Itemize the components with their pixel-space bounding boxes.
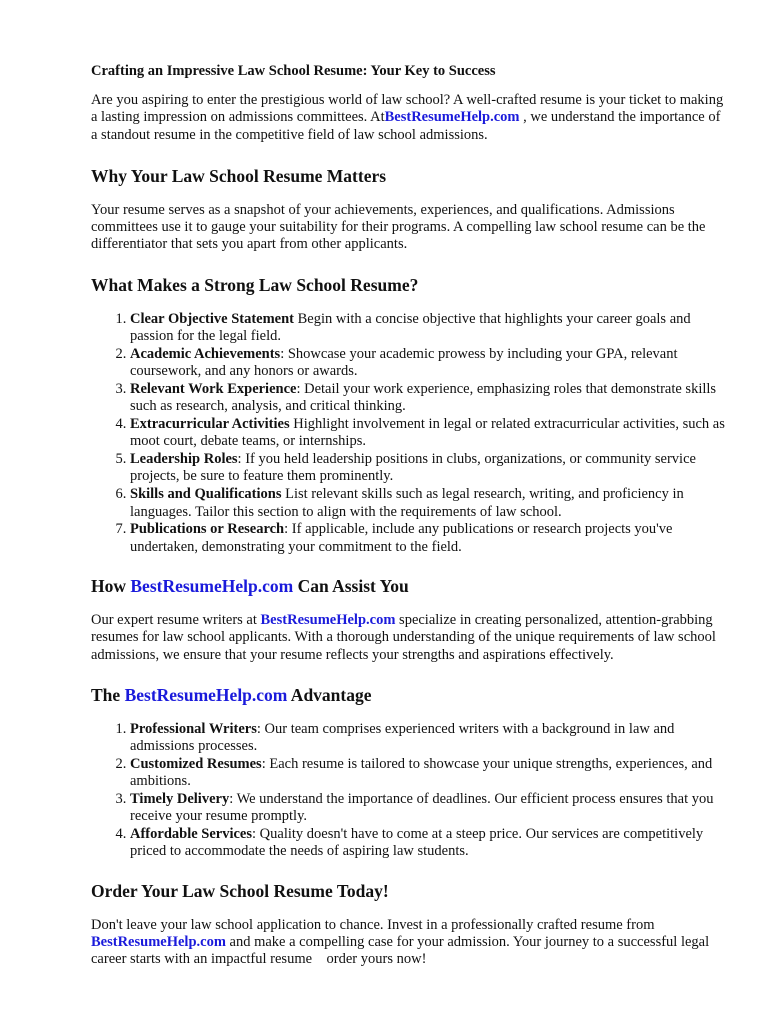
list-item: [130, 416, 728, 451]
assist-heading-before: How: [91, 575, 131, 596]
order-heading: Order Your Law School Resume Today!: [91, 880, 389, 901]
list-item-term: Academic Achievements: [130, 345, 281, 362]
list-item-term: Relevant Work Experience: [130, 380, 297, 397]
list-item: [130, 826, 728, 861]
list-item-text: : Each resume is tailored to showcase your unique strengths, experiences, and ambitions.: [130, 755, 713, 790]
strong-list: [91, 311, 728, 556]
list-item: [130, 451, 728, 486]
intro-text-before: Are you aspiring to enter the prestigious world of law school? A well-crafted resume is your ticket to making a lasting impression on admissions committees. At: [91, 92, 724, 126]
list-item-term: Affordable Services: [130, 826, 253, 843]
assist-heading: [91, 576, 728, 597]
assist-link[interactable]: BestResumeHelp.com: [260, 611, 396, 628]
list-item-term: Clear Objective Statement: [130, 310, 295, 327]
list-item: [130, 486, 728, 521]
order-link[interactable]: BestResumeHelp.com: [91, 934, 226, 950]
list-item-text: : Detail your work experience, emphasizing roles that demonstrate skills such as research, analysis, and critical thinking.: [130, 380, 717, 415]
list-item-term: Customized Resumes: [130, 755, 262, 772]
list-item-text: : Our team comprises experienced writers with a background in law and admissions processes.: [130, 720, 675, 755]
order-paragraph: [91, 917, 728, 969]
list-item-term: Publications or Research: [130, 521, 285, 538]
list-item-term: Professional Writers: [130, 720, 257, 737]
advantage-heading-after: Advantage: [287, 684, 372, 705]
advantage-heading-link[interactable]: BestResumeHelp.com: [124, 684, 288, 705]
list-item: [130, 756, 728, 791]
assist-paragraph: [91, 612, 728, 664]
document-title: Crafting an Impressive Law School Resume: Your Key to Success: [91, 63, 496, 79]
advantage-heading-before: The: [91, 684, 125, 705]
list-item-text: : If applicable, include any publications or research projects you've undertaken, demonstrating your commitment to the field.: [130, 521, 673, 555]
assist-text-before: Our expert resume writers at: [91, 611, 261, 628]
list-item: [130, 311, 728, 346]
list-item: [130, 791, 728, 826]
advantage-heading: [91, 685, 728, 706]
list-item-term: Extracurricular Activities: [130, 416, 290, 433]
order-text-after: and make a compelling case for your admission. Your journey to a successful legal career starts with an impactful resume order yours now!: [91, 934, 710, 968]
intro-link[interactable]: BestResumeHelp.com: [384, 109, 520, 126]
assist-text-after: specialize in creating personalized, attention-grabbing resumes for law school applicants. With a thorough understanding of the unique requirements of law school admissions, we ensure that your resume reflects your strengths and aspirations effectively.: [91, 611, 716, 663]
list-item: [130, 346, 728, 381]
assist-heading-after: Can Assist You: [293, 575, 409, 596]
list-item-text: : Quality doesn't have to come at a steep price. Our services are competitively priced to accommodate the needs of aspiring law students.: [130, 826, 704, 860]
list-item-term: Timely Delivery: [130, 791, 230, 808]
list-item: [130, 521, 728, 556]
list-item-text: Highlight involvement in legal or related extracurricular activities, such as moot court, debate teams, or internships.: [130, 416, 725, 450]
intro-text-after: , we understand the importance of a standout resume in the competitive field of law school admissions.: [91, 109, 721, 143]
list-item-text: : If you held leadership positions in clubs, organizations, or community service projects, be sure to feature them prominently.: [130, 451, 696, 485]
list-item-text: Begin with a concise objective that highlights your career goals and passion for the legal field.: [130, 310, 691, 345]
list-item: [130, 381, 728, 416]
strong-heading: What Makes a Strong Law School Resume?: [91, 274, 419, 295]
list-item-text: : We understand the importance of deadlines. Our efficient process ensures that you receive your resume promptly.: [130, 791, 714, 825]
list-item-term: Skills and Qualifications: [130, 486, 282, 503]
list-item-text: : Showcase your academic prowess by including your GPA, relevant coursework, and any honors or awards.: [130, 345, 678, 380]
why-paragraph: Your resume serves as a snapshot of your achievements, experiences, and qualifications. Admissions committees use it to gauge your suitability for their programs. A compelling law school resume can be the differentiator that sets you apart from other applicants.: [91, 201, 706, 253]
order-text-before: Don't leave your law school application to chance. Invest in a professionally crafted resume from: [91, 916, 655, 933]
advantage-list: [91, 721, 728, 861]
assist-heading-link[interactable]: BestResumeHelp.com: [130, 575, 294, 596]
intro-paragraph: [91, 92, 728, 144]
list-item: [130, 721, 728, 756]
why-heading: Why Your Law School Resume Matters: [91, 165, 387, 186]
list-item-text: List relevant skills such as legal research, writing, and proficiency in languages. Tailor this section to align with the requirements of law school.: [130, 486, 684, 520]
list-item-term: Leadership Roles: [130, 451, 238, 468]
